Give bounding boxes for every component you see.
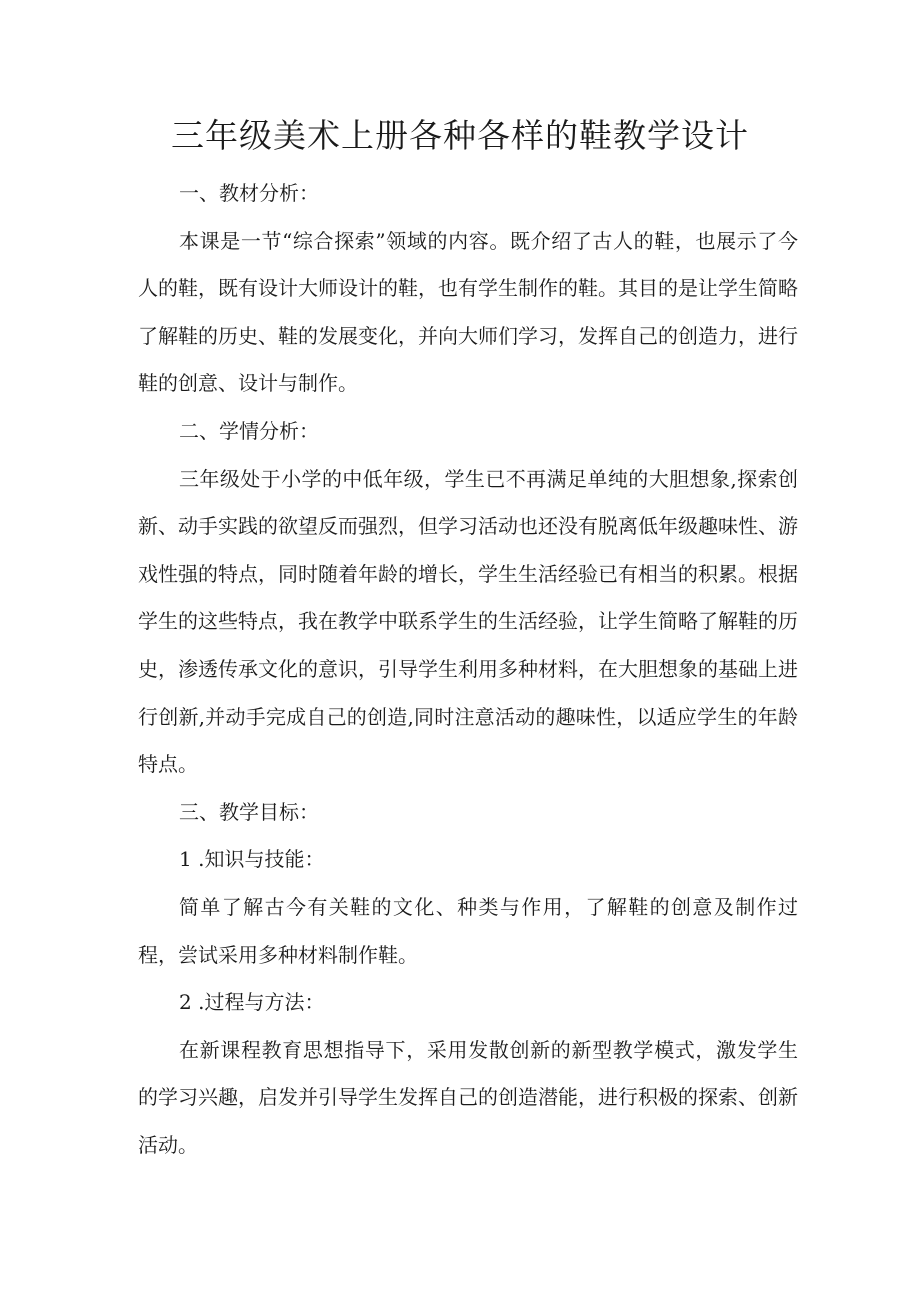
subsection-paragraph-process: 在新课程教育思想指导下，采用发散创新的新型教学模式，激发学生的学习兴趣，启发并引导学生发挥自己的创造潜能，进行积极的探索、创新活动。	[138, 1037, 798, 1157]
section-heading-students: 二、学情分析：	[179, 418, 319, 443]
section-heading-materials: 一、教材分析：	[179, 181, 319, 205]
document-body	[138, 170, 798, 1169]
section-paragraph-students: 三年级处于小学的中低年级，学生已不再满足单纯的大胆想象,探索创新、动手实践的欲望反而强烈，但学习活动也还没有脱离低年级趣味性、游戏性强的特点，同时随着年龄的增长，学生生活经验已有相当的积累。根据学生的这些特点，我在教学中联系学生的生活经验，让学生简略了解鞋的历史，渗透传承文化的意识，引导学生利用多种材料，在大胆想象的基础上进行创新,并动手完成自己的创造,同时注意活动的趣味性，以适应学生的年龄特点。	[138, 466, 798, 777]
subsection-paragraph-knowledge: 简单了解古今有关鞋的文化、种类与作用，了解鞋的创意及制作过程，尝试采用多种材料制作鞋。	[138, 894, 798, 967]
subsection-heading-knowledge: 1 .知识与技能：	[179, 847, 325, 872]
subsection-heading-process: 2 .过程与方法：	[179, 990, 325, 1015]
document-title: 三年级美术上册各种各样的鞋教学设计	[171, 116, 749, 155]
section-paragraph-materials: 本课是一节“综合探索”领域的内容。既介绍了古人的鞋，也展示了今人的鞋，既有设计大师设计的鞋，也有学生制作的鞋。其目的是让学生简略了解鞋的历史、鞋的发展变化，并向大师们学习，发挥自己的创造力，进行鞋的创意、设计与制作。	[138, 228, 798, 396]
section-heading-objectives: 三、教学目标：	[179, 799, 319, 824]
